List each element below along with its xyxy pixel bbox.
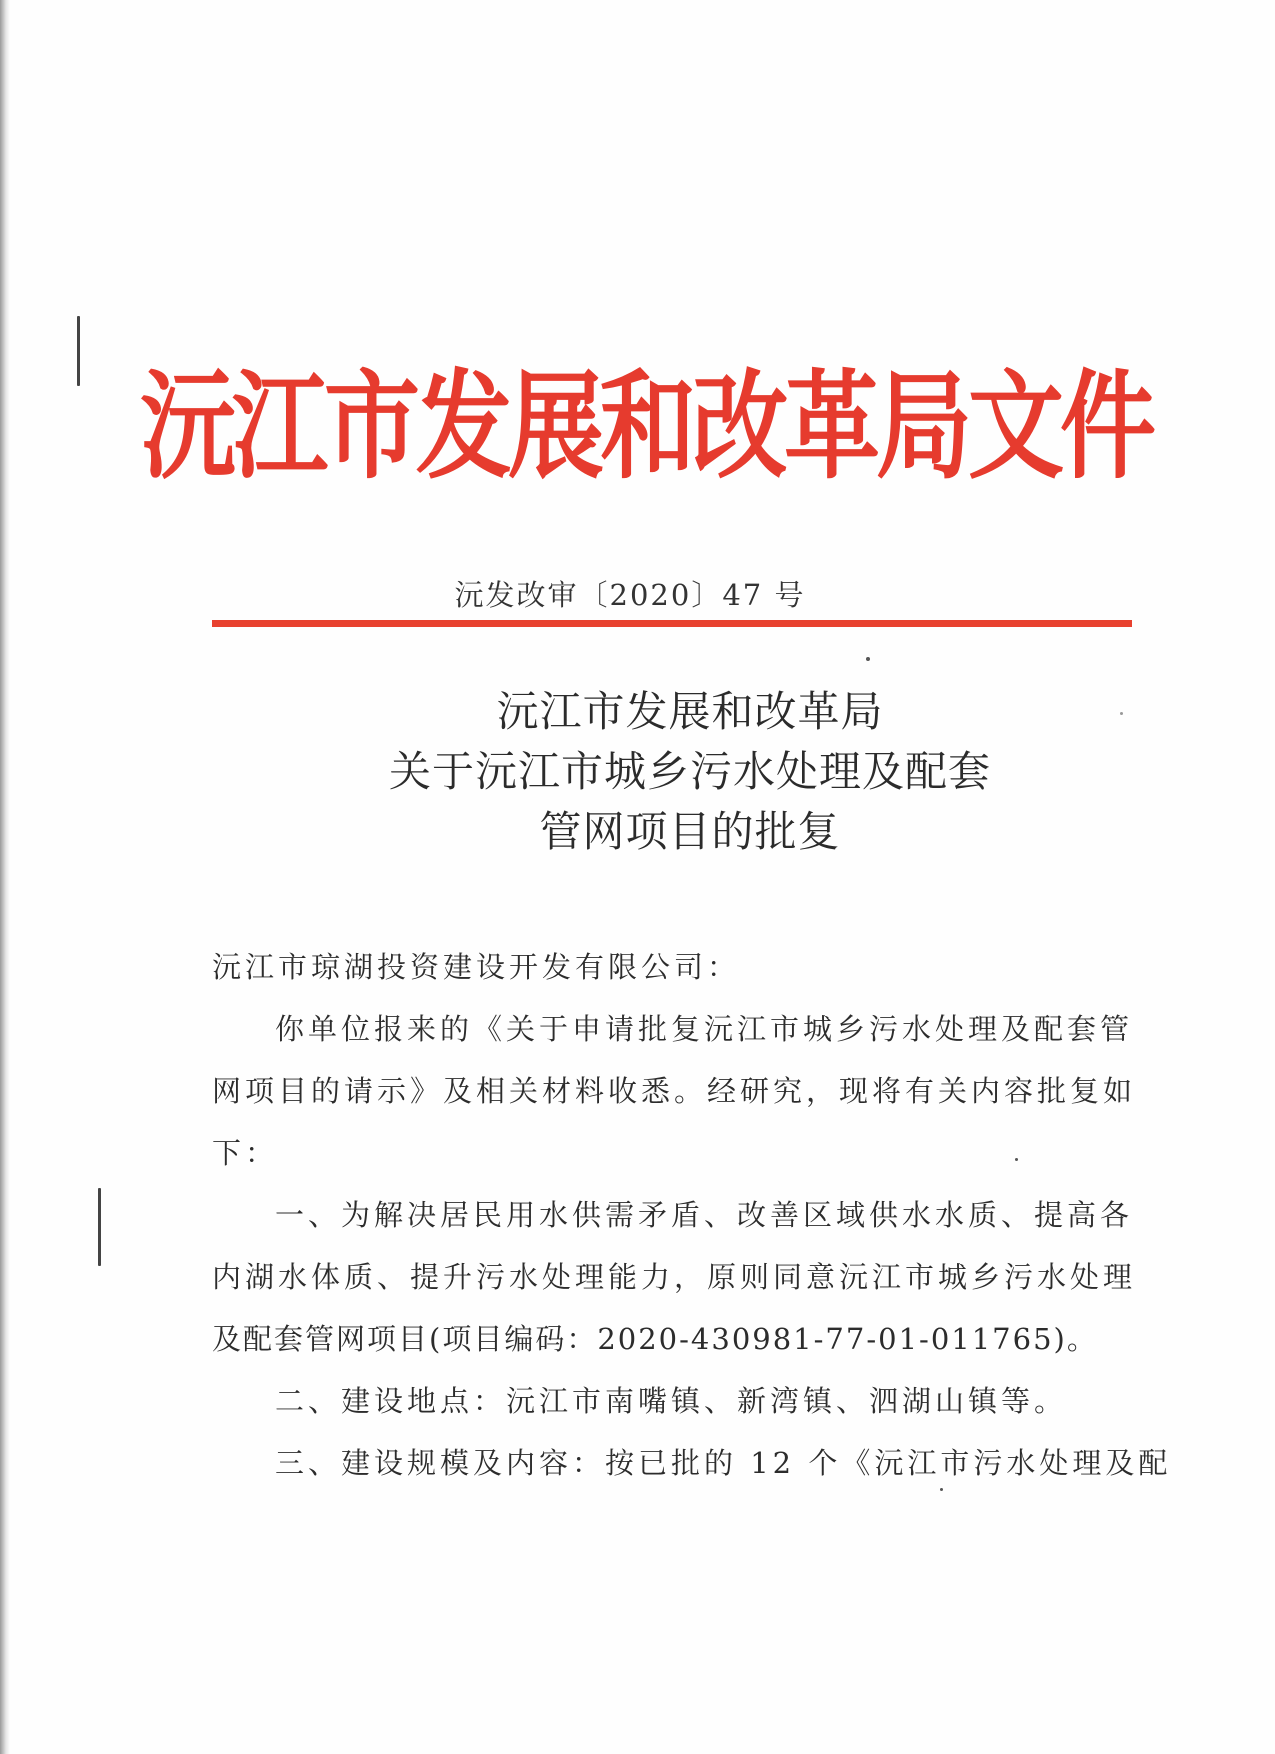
body-line: 二、建设地点：沅江市南嘴镇、新湾镇、泗湖山镇等。 (275, 1384, 1068, 1418)
scan-speck (940, 1488, 943, 1491)
scan-speck (866, 657, 870, 661)
document-title (240, 682, 1140, 862)
red-separator-rule (212, 620, 1132, 627)
body-line: 内湖水体质、提升污水处理能力，原则同意沅江市城乡污水处理 (212, 1260, 1137, 1294)
document-number: 沅发改审〔2020〕47 号 (454, 578, 806, 612)
body-line: 网项目的请示》及相关材料收悉。经研究，现将有关内容批复如 (212, 1074, 1137, 1108)
addressee: 沅江市琼湖投资建设开发有限公司： (212, 950, 741, 984)
body-line: 及配套管网项目(项目编码：2020-430981-77-01-011765)。 (212, 1322, 1098, 1356)
body-line: 三、建设规模及内容：按已批的 12 个《沅江市污水处理及配 (275, 1446, 1172, 1480)
staple-mark-bottom (98, 1188, 101, 1266)
binding-edge (0, 0, 10, 1754)
body-line: 下： (212, 1136, 279, 1170)
issuing-authority-header: 沅江市发展和改革局文件 (140, 357, 1152, 495)
title-line-1: 沅江市发展和改革局 (496, 687, 884, 736)
body-line: 一、为解决居民用水供需矛盾、改善区域供水水质、提高各 (275, 1198, 1134, 1232)
title-line-3: 管网项目的批复 (539, 807, 841, 856)
body-line: 你单位报来的《关于申请批复沅江市城乡污水处理及配套管 (275, 1012, 1134, 1046)
staple-mark-top (77, 316, 80, 386)
title-line-2: 关于沅江市城乡污水处理及配套 (388, 747, 991, 796)
